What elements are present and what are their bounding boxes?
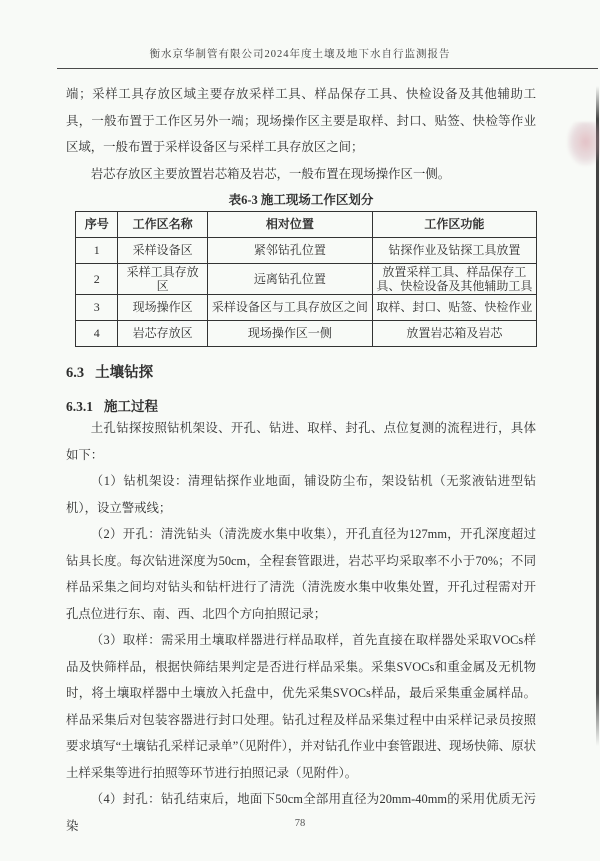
cell-zone-function: 钻探作业及钻探工具放置	[372, 238, 536, 264]
cell-relative-position: 远离钻孔位置	[207, 264, 372, 295]
cell-zone-function: 取样、封口、贴签、快检作业	[372, 295, 536, 321]
section-heading-6-3	[66, 361, 536, 382]
work-zone-table	[75, 211, 537, 347]
paragraph-step-3: （3）取样：需采用土壤取样器进行样品取样，首先直接在取样器处采取VOCs样品及快筛样品，根据快筛结果判定是否进行样品采集。采集SVOCs和重金属及无机物时，将土壤取样器中土壤放入托盘中，优先采集SVOCs样品，最后采集重金属样品。样品采集后对包装容器进行封口处理。钻孔过程及样品采集过程中由采样记录员按照要求填写“土壤钻孔采样记录单”（见附件），并对钻孔作业中套管跟进、现场快筛、原状土样采集等进行拍照等环节进行拍照记录（见附件）。	[66, 633, 536, 780]
running-header-title: 衡水京华制管有限公司2024年度土壤及地下水自行监测报告	[149, 49, 451, 60]
section-number: 6.3.1	[66, 399, 93, 414]
table-header-row	[76, 212, 537, 238]
table-row	[76, 238, 537, 264]
column-header: 相对位置	[207, 212, 372, 238]
column-header: 工作区名称	[118, 212, 207, 238]
cell-zone-name: 采样设备区	[118, 238, 207, 264]
paragraph-step-4: （4）封孔：钻孔结束后，地面下50cm全部用直径为20mm-40mm的采用优质无污染	[66, 792, 536, 833]
paragraph-work-areas-continuation: 端；采样工具存放区域主要存放采样工具、样品保存工具、快检设备及其他辅助工具，一般布置于工作区另外一端；现场操作区主要是取样、封口、贴签、快检等作业区域，一般布置于采样设备区与采样工具存放区之间；	[66, 87, 536, 154]
cell-zone-name: 现场操作区	[118, 295, 207, 321]
scan-edge-artifact	[596, 86, 599, 746]
section-title: 施工过程	[104, 399, 158, 414]
cell-relative-position: 采样设备区与工具存放区之间	[207, 295, 372, 321]
page-number: 78	[294, 818, 306, 829]
cell-zone-name: 岩芯存放区	[118, 321, 207, 347]
table-row	[76, 295, 537, 321]
column-header: 工作区功能	[372, 212, 536, 238]
cell-index: 3	[76, 295, 118, 321]
cell-zone-name: 采样工具存放区	[118, 264, 207, 295]
section-title: 土壤钻探	[95, 365, 154, 381]
cell-index: 2	[76, 264, 118, 295]
cell-zone-function: 放置岩芯箱及岩芯	[372, 321, 536, 347]
section-heading-6-3-1	[66, 395, 536, 415]
paragraph-process-intro: 土孔钻探按照钻机架设、开孔、钻进、取样、封孔、点位复测的流程进行，具体如下：	[66, 421, 536, 462]
paragraph-core-storage: 岩芯存放区主要放置岩芯箱及岩芯，一般布置在现场操作区一侧。	[90, 166, 451, 181]
cell-relative-position: 紧邻钻孔位置	[207, 238, 372, 264]
cell-relative-position: 现场操作区一侧	[207, 321, 372, 347]
table-row	[76, 321, 537, 347]
table-caption: 表6-3 施工现场工作区划分	[228, 193, 374, 207]
column-header: 序号	[76, 212, 118, 238]
cell-index: 1	[76, 238, 118, 264]
cell-zone-function: 放置采样工具、样品保存工具、快检设备及其他辅助工具	[372, 264, 536, 295]
paragraph-step-1: （1）钻机架设：清理钻探作业地面，铺设防尘布，架设钻机（无浆液钻进型钻机），设立警戒线；	[66, 474, 536, 515]
table-row	[76, 264, 537, 295]
cell-index: 4	[76, 321, 118, 347]
paragraph-step-2: （2）开孔：清洗钻头（清洗废水集中收集），开孔直径为127mm，开孔深度超过钻具长度。每次钻进深度为50cm，全程套管跟进，岩芯平均采取率不小于70%；不同样品采集之间均对钻头和钻杆进行了清洗（清洗废水集中收集处置，开孔过程需对开孔点位进行东、南、西、北四个方向拍照记录；	[66, 527, 536, 621]
page-content	[0, 69, 600, 839]
red-stamp-smudge-artifact	[567, 122, 600, 166]
section-number: 6.3	[66, 365, 85, 381]
